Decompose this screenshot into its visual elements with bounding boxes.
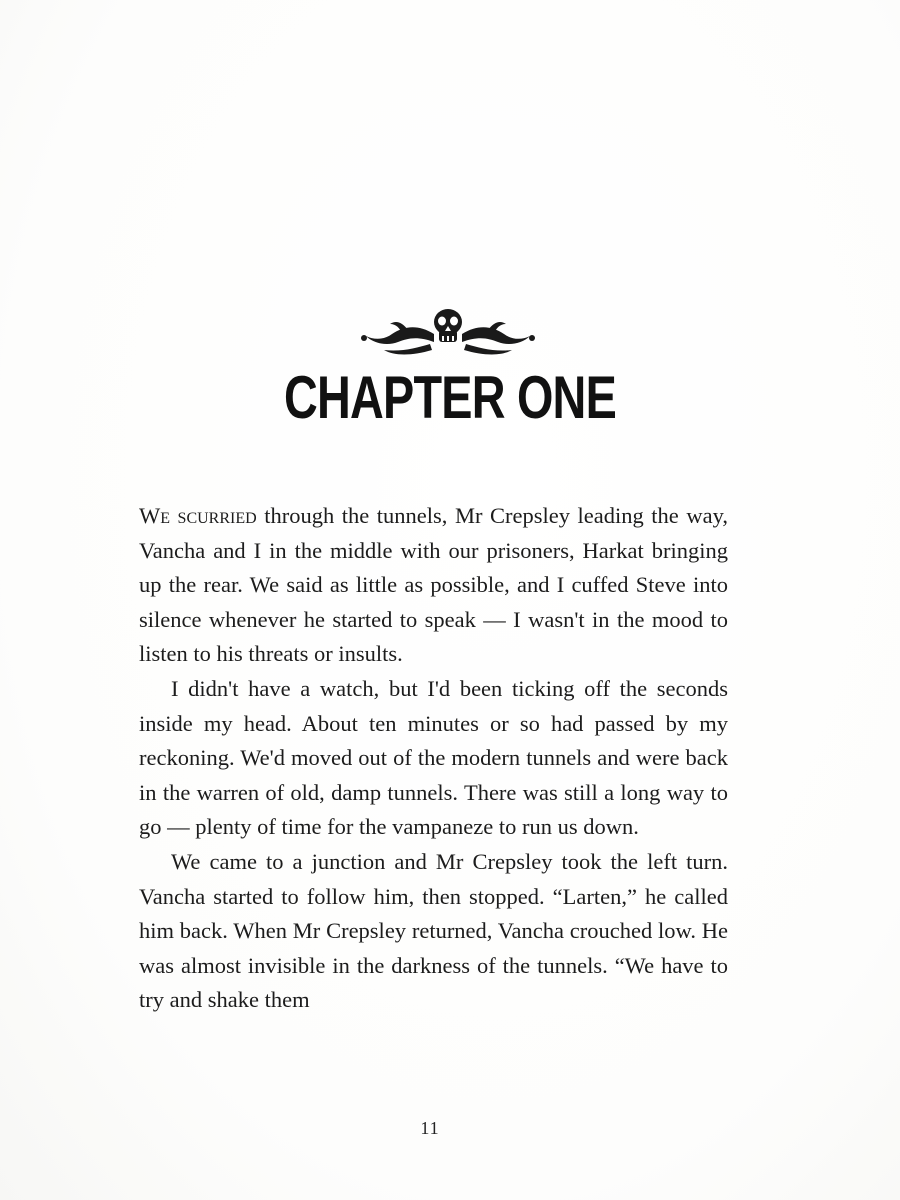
chapter-title: CHAPTER ONE: [283, 364, 617, 431]
lead-in-small-caps: We scurried: [139, 503, 257, 528]
skull-ornament-icon: [338, 300, 558, 360]
page-number: 11: [420, 1118, 440, 1138]
paragraph-1-text: through the tunnels, Mr Crepsley leading the way, Vancha and I in the middle with our prisoners, Harkat bringing up the rear. We said as little as possible, and I cuffed Steve into silence whenever he started to speak — I wasn't in the mood to listen to his threats or insults.: [139, 503, 728, 667]
paragraph-1: [139, 499, 728, 672]
paragraph-3: We came to a junction and Mr Crepsley took the left turn. Vancha started to follow him, then stopped. “Larten,” he called him back. When Mr Crepsley returned, Vancha crouched low. He was almost invisible in the darkness of the tunnels. “We have to try and shake them: [139, 848, 728, 1013]
chapter-body: [139, 499, 728, 1018]
paragraph-2: I didn't have a watch, but I'd been ticking off the seconds inside my head. About ten minutes or so had passed by my reckoning. We'd moved out of the modern tunnels and were back in the warren of old, damp tunnels. There was still a long way to go — plenty of time for the vampaneze to run us down.: [139, 675, 728, 840]
